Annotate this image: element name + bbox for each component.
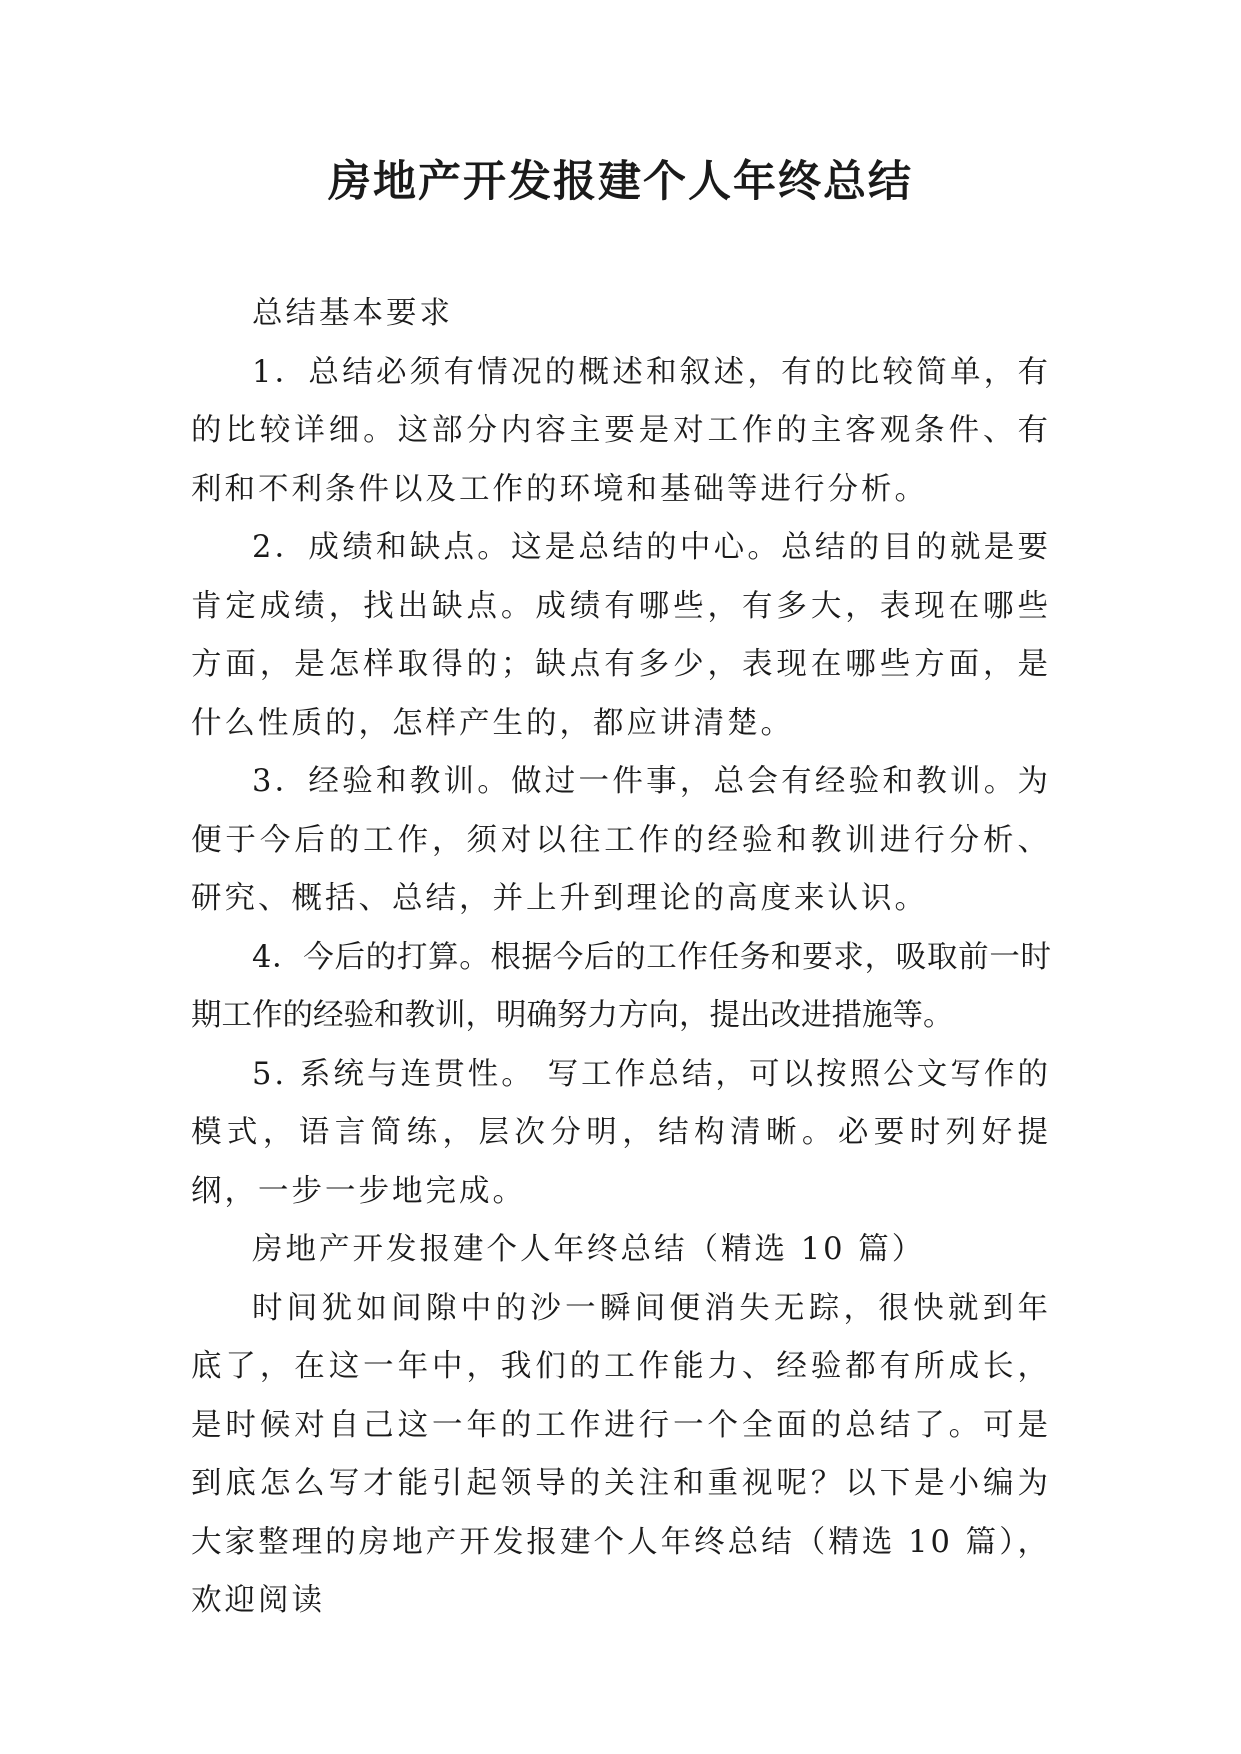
document-body: [191, 285, 1051, 1631]
paragraph-item-1: 1．总结必须有情况的概述和叙述，有的比较简单，有的比较详细。这部分内容主要是对工作的主客观条件、有利和不利条件以及工作的环境和基础等进行分析。: [191, 354, 1051, 507]
intro-paragraph: 时间犹如间隙中的沙一瞬间便消失无踪，很快就到年底了，在这一年中，我们的工作能力、经验都有所成长，是时候对自己这一年的工作进行一个全面的总结了。可是到底怎么写才能引起领导的关注和重视呢？以下是小编为大家整理的房地产开发报建个人年终总结（精选 10 篇），欢迎阅读: [191, 1290, 1051, 1618]
section-heading: 总结基本要求: [252, 296, 453, 331]
document-title: 房地产开发报建个人年终总结: [328, 157, 913, 207]
paragraph-item-3: 3．经验和教训。做过一件事，总会有经验和教训。为便于今后的工作，须对以往工作的经验和教训进行分析、研究、概括、总结，并上升到理论的高度来认识。: [191, 764, 1051, 916]
paragraph-item-5: 5. 系统与连贯性。 写工作总结，可以按照公文写作的模式，语言简练，层次分明，结构清晰。必要时列好提纲，一步一步地完成。: [191, 1056, 1051, 1209]
paragraph-item-4: 4．今后的打算。根据今后的工作任务和要求，吸取前一时期工作的经验和教训，明确努力方向，提出改进措施等。: [191, 939, 1051, 1033]
paragraph-item-2: 2．成绩和缺点。这是总结的中心。总结的目的就是要肯定成绩，找出缺点。成绩有哪些，有多大，表现在哪些方面，是怎样取得的；缺点有多少，表现在哪些方面，是什么性质的，怎样产生的，都应讲清楚。: [191, 530, 1051, 741]
subtitle-heading: 房地产开发报建个人年终总结（精选 10 篇）: [252, 1232, 926, 1267]
